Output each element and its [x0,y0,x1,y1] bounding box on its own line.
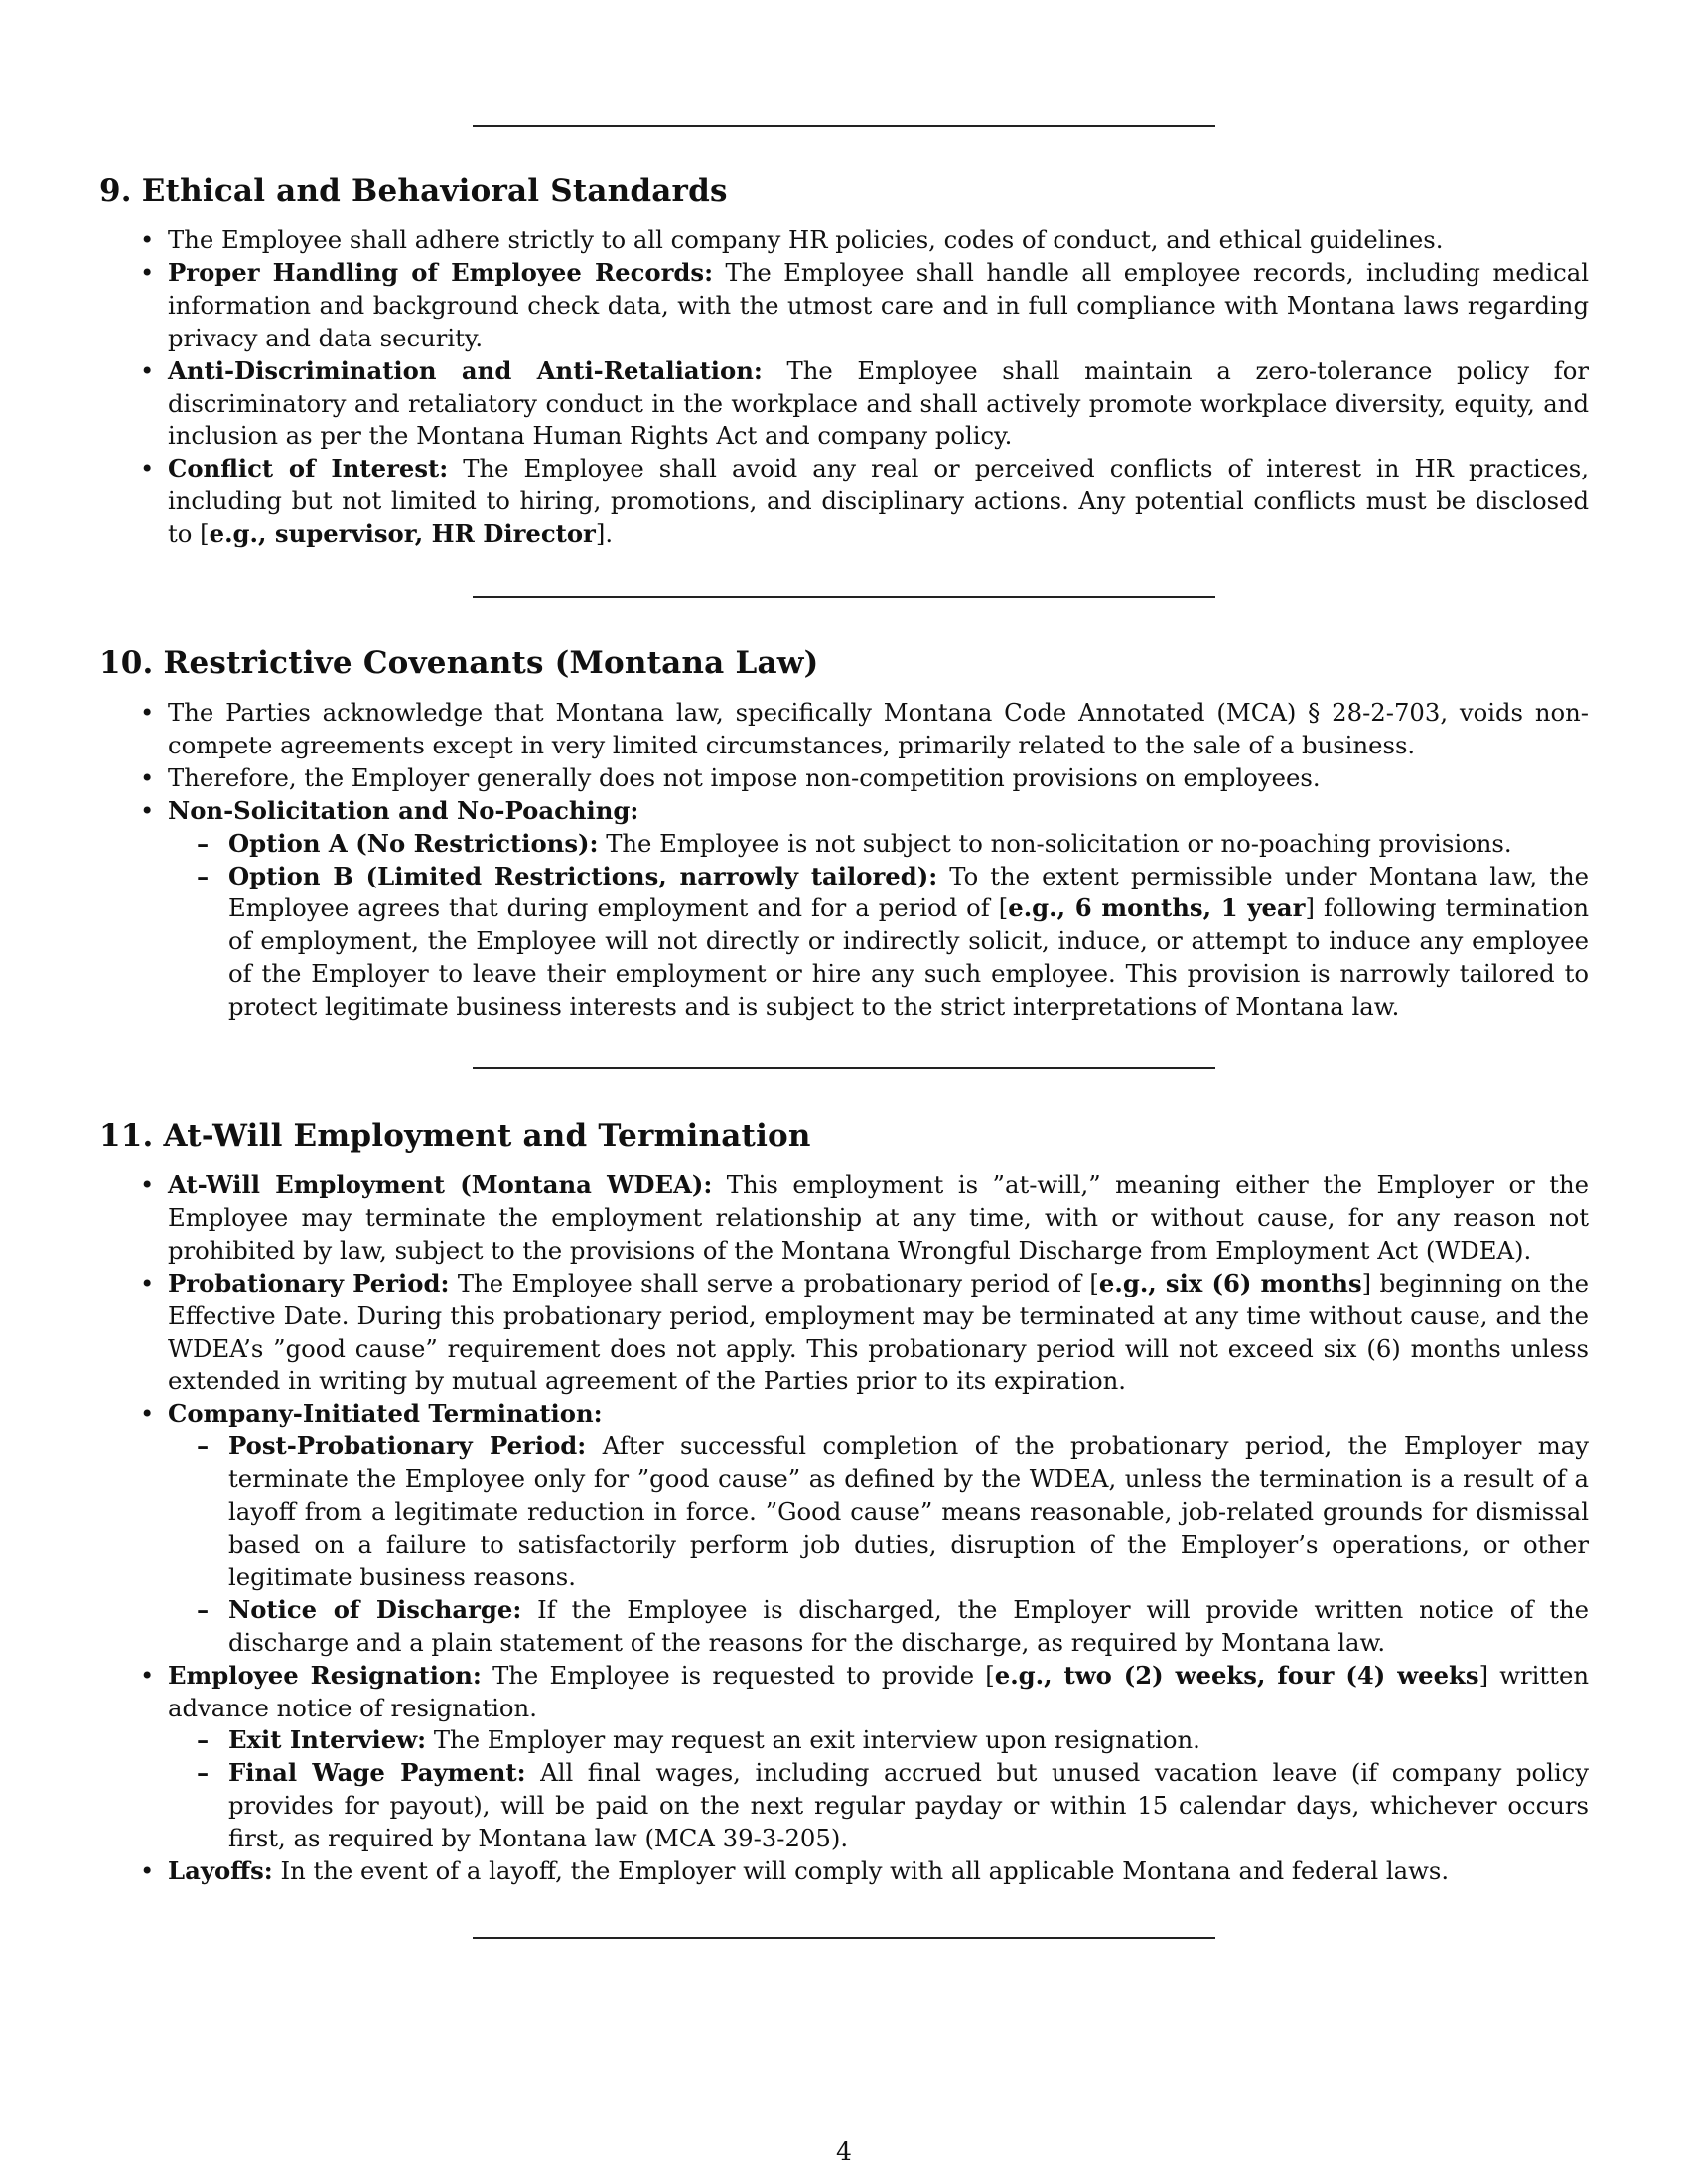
horizontal-rule [473,1937,1215,1939]
list-item: • Proper Handling of Employee Records: The Employee shall handle all employee records, including medical information and background check data, with the utmost care and in full compliance with Montana laws regarding privacy and data security. [99,257,1589,355]
sub-list-item: – Option A (No Restrictions): The Employee is not subject to non-solicitation or no-poaching provisions. [168,828,1589,861]
section-heading: 10. Restrictive Covenants (Montana Law) [99,645,819,681]
section-11 [99,1116,1589,1888]
list-item: • Employee Resignation: The Employee is requested to provide [e.g., two (2) weeks, four (4) weeks] written advance notice of resignation. – Exit Interview: The Employer may request an exit interview upon resignation. – Final Wage Payment: All final wages, including accrued but unused vacation leave (if company policy provides for payout), will be paid on the next regular payday or within 15 calendar days, whichever occurs first, as required by Montana law (MCA 39-3-205). [99,1660,1589,1855]
sub-list [168,1431,1589,1659]
list-item: • At-Will Employment (Montana WDEA): This employment is ”at-will,” meaning either the Employer or the Employee may terminate the employment relationship at any time, with or without cause, for any reason not prohibited by law, subject to the provisions of the Montana Wrongful Discharge from Employment Act (WDEA). [99,1169,1589,1268]
sub-list [168,1724,1589,1855]
placeholder-text: e.g., two (2) weeks, four (4) weeks [994,1660,1479,1690]
section-9 [99,171,1589,551]
placeholder-text: e.g., six (6) months [1098,1268,1362,1297]
sub-list-item: – Final Wage Payment: All final wages, including accrued but unused vacation leave (if company policy provides for payout), will be paid on the next regular payday or within 15 calendar days, whichever occurs first, as required by Montana law (MCA 39-3-205). [168,1757,1589,1855]
sub-list-item: – Post-Probationary Period: After successful completion of the probationary period, the Employer may terminate the Employee only for ”good cause” as defined by the WDEA, unless the termination is a result of a layoff from a legitimate reduction in force. ”Good cause” means reasonable, job-related grounds for dismissal based on a failure to satisfactorily perform job duties, disruption of the Employer’s operations, or other legitimate business reasons. [168,1431,1589,1594]
sub-list-item: – Option B (Limited Restrictions, narrowly tailored): To the extent permissible under Montana law, the Employee agrees that during employment and for a period of [e.g., 6 months, 1 year] following termination of employment, the Employee will not directly or indirectly solicit, induce, or attempt to induce any employee of the Employer to leave their employment or hire any such employee. This provision is narrowly tailored to protect legitimate business interests and is subject to the strict interpretations of Montana law. [168,861,1589,1024]
section-heading: 9. Ethical and Behavioral Standards [99,173,728,208]
page-number: 4 [836,2137,852,2166]
section-10 [99,643,1589,1024]
bullet-list [99,224,1589,551]
list-item: • The Employee shall adhere strictly to all company HR policies, codes of conduct, and ethical guidelines. [99,224,1589,257]
section-heading: 11. At-Will Employment and Termination [99,1118,811,1154]
bullet-list [99,697,1589,1024]
horizontal-rule [473,1067,1215,1069]
list-item: • Non-Solicitation and No-Poaching: – Option A (No Restrictions): The Employee is not subject to non-solicitation or no-poaching provisions. – Option B (Limited Restrictions, narrowly tailored): To the extent permissible under Montana law, the Employee agrees that during employment and for a period of [e.g., 6 months, 1 year] following termination of employment, the Employee will not directly or indirectly solicit, induce, or attempt to induce any employee of the Employer to leave their employment or hire any such employee. This provision is narrowly tailored to protect legitimate business interests and is subject to the strict interpretations of Montana law. [99,795,1589,1024]
list-item: • Layoffs: In the event of a layoff, the Employer will comply with all applicable Montana and federal laws. [99,1855,1589,1888]
bullet-list [99,1169,1589,1888]
list-item: • Anti-Discrimination and Anti-Retaliation: The Employee shall maintain a zero-tolerance policy for discriminatory and retaliatory conduct in the workplace and shall actively promote workplace diversity, equity, and inclusion as per the Montana Human Rights Act and company policy. [99,355,1589,454]
horizontal-rule [473,596,1215,598]
list-item: • Conflict of Interest: The Employee shall avoid any real or perceived conflicts of interest in HR practices, including but not limited to hiring, promotions, and disciplinary actions. Any potential conflicts must be disclosed to [e.g., supervisor, HR Director]. [99,453,1589,551]
list-item: • Company-Initiated Termination: – Post-Probationary Period: After successful completion of the probationary period, the Employer may terminate the Employee only for ”good cause” as defined by the WDEA, unless the termination is a result of a layoff from a legitimate reduction in force. ”Good cause” means reasonable, job-related grounds for dismissal based on a failure to satisfactorily perform job duties, disruption of the Employer’s operations, or other legitimate business reasons. – Notice of Discharge: If the Employee is discharged, the Employer will provide written notice of the discharge and a plain statement of the reasons for the discharge, as required by Montana law. [99,1398,1589,1659]
sub-list [168,828,1589,1024]
horizontal-rule [473,125,1215,127]
list-item: • The Parties acknowledge that Montana law, specifically Montana Code Annotated (MCA) § 28-2-703, voids non-compete agreements except in very limited circumstances, primarily related to the sale of a business. [99,697,1589,762]
sub-list-item: – Exit Interview: The Employer may request an exit interview upon resignation. [168,1724,1589,1757]
list-item: • Therefore, the Employer generally does not impose non-competition provisions on employees. [99,762,1589,795]
placeholder-text: e.g., 6 months, 1 year [1008,893,1306,923]
placeholder-text: e.g., supervisor, HR Director [209,519,596,549]
list-item: • Probationary Period: The Employee shall serve a probationary period of [e.g., six (6) months] beginning on the Effective Date. During this probationary period, employment may be terminated at any time without cause, and the WDEA’s ”good cause” requirement does not apply. This probationary period will not exceed six (6) months unless extended in writing by mutual agreement of the Parties prior to its expiration. [99,1268,1589,1399]
sub-list-item: – Notice of Discharge: If the Employee is discharged, the Employer will provide written notice of the discharge and a plain statement of the reasons for the discharge, as required by Montana law. [168,1594,1589,1660]
